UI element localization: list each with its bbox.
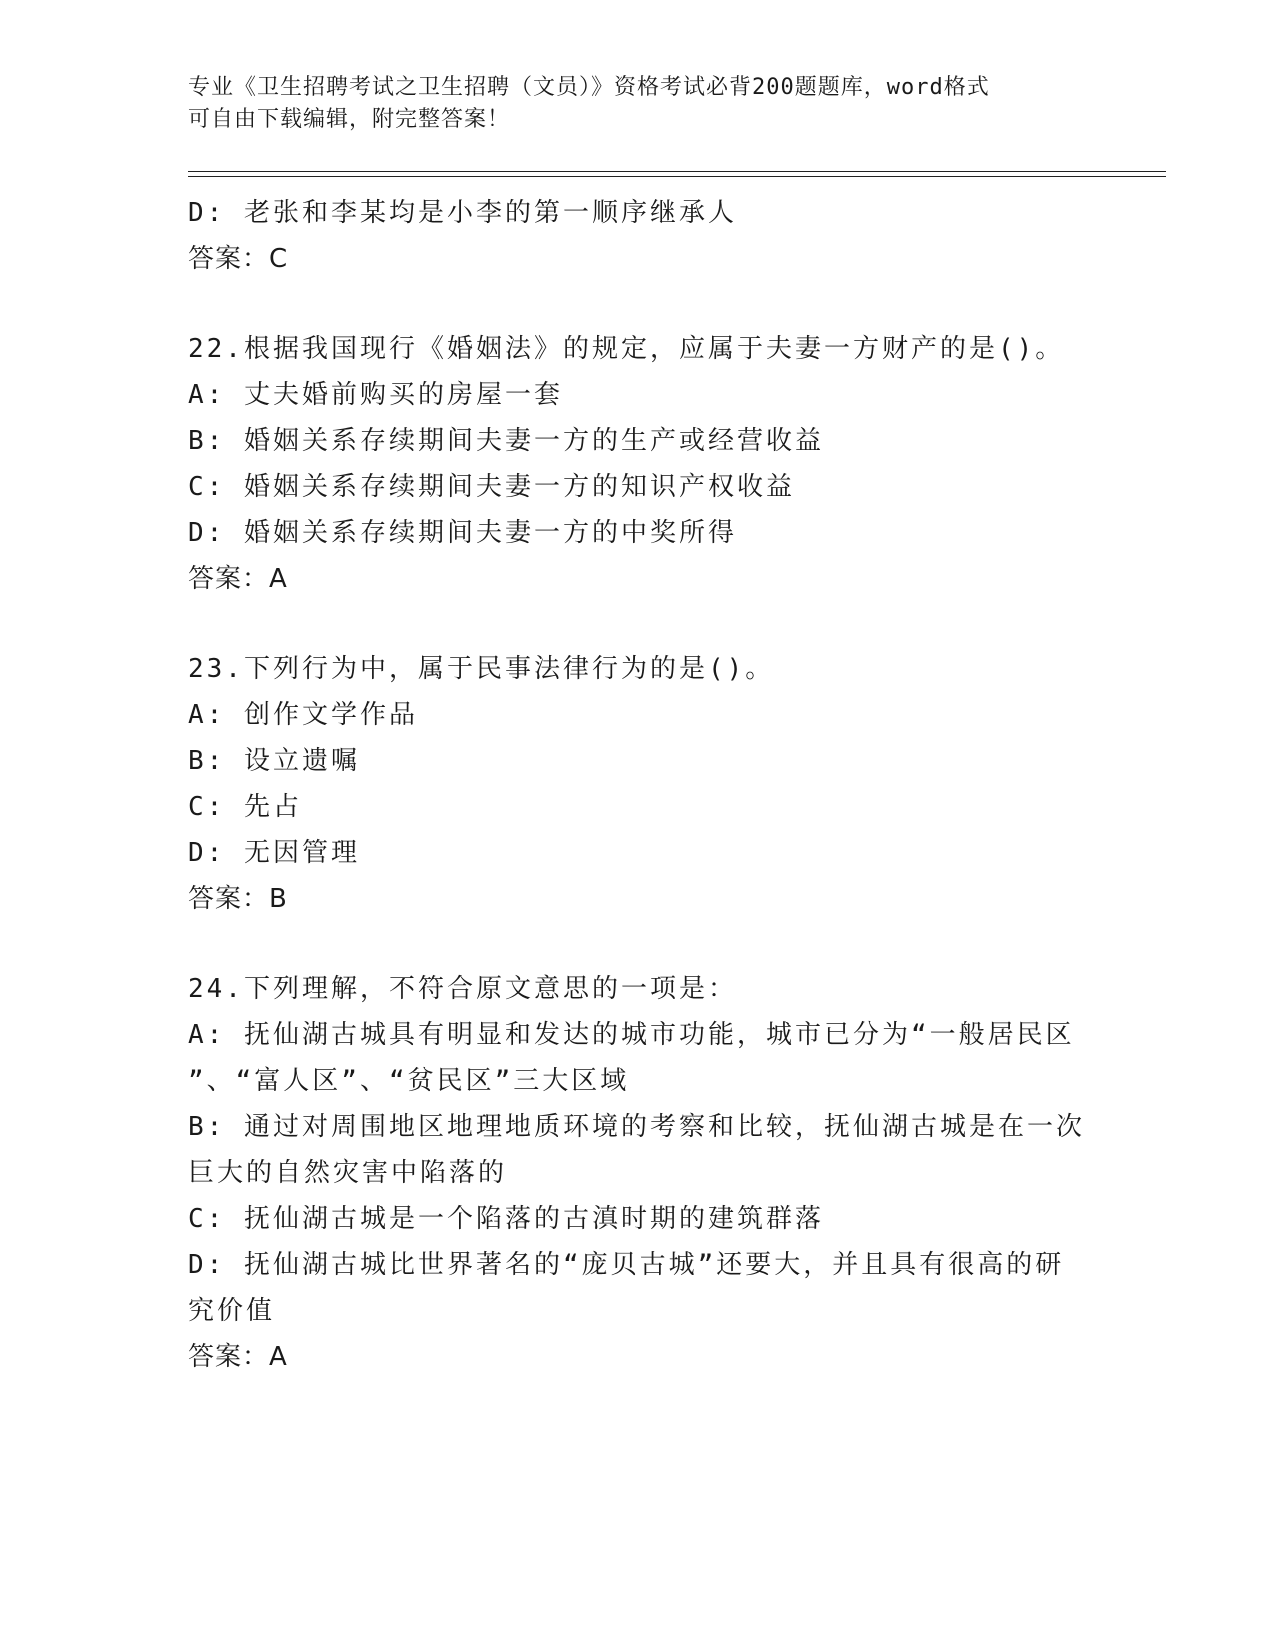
answer: 答案：A [188,1342,288,1372]
option-c: C: 先占 [188,792,302,822]
header-rule-top [188,171,1166,172]
question-stem: 22.根据我国现行《婚姻法》的规定，应属于夫妻一方财产的是()。 [188,334,1065,364]
prev-answer: 答案：C [188,244,289,274]
question-24 [188,966,1088,1380]
option-b: B: 通过对周围地区地理地质环境的考察和比较，抚仙湖古城是在一次 [188,1112,1085,1142]
question-23 [188,646,1088,922]
spacer [188,282,1088,326]
option-a-continued: ”、“富人区”、“贫民区”三大区域 [188,1066,630,1096]
option-c: C: 婚姻关系存续期间夫妻一方的知识产权收益 [188,472,795,502]
option-d: D: 抚仙湖古城比世界著名的“庞贝古城”还要大，并且具有很高的研 [188,1250,1065,1280]
spacer [188,602,1088,646]
option-d: D: 无因管理 [188,838,360,868]
option-b: B: 设立遗嘱 [188,746,360,776]
option-a: A: 抚仙湖古城具有明显和发达的城市功能，城市已分为“一般居民区 [188,1020,1075,1050]
option-b-continued: 巨大的自然灾害中陷落的 [188,1158,508,1188]
spacer [188,922,1088,966]
question-stem: 23.下列行为中，属于民事法律行为的是()。 [188,654,775,684]
answer: 答案：A [188,564,288,594]
document-header [188,72,1088,136]
answer: 答案：B [188,884,288,914]
option-b: B: 婚姻关系存续期间夫妻一方的生产或经营收益 [188,426,824,456]
option-d-continued: 究价值 [188,1296,276,1326]
option-d: D: 婚姻关系存续期间夫妻一方的中奖所得 [188,518,737,548]
prev-option-d: D: 老张和李某均是小李的第一顺序继承人 [188,198,737,228]
option-c: C: 抚仙湖古城是一个陷落的古滇时期的建筑群落 [188,1204,824,1234]
header-rule-bottom [188,176,1166,177]
question-content [188,190,1088,1380]
option-a: A: 丈夫婚前购买的房屋一套 [188,380,563,410]
header-line-1: 专业《卫生招聘考试之卫生招聘（文员）》资格考试必背200题题库，word格式 [188,75,990,100]
option-a: A: 创作文学作品 [188,700,418,730]
header-line-2: 可自由下载编辑，附完整答案！ [188,107,511,132]
question-22 [188,326,1088,602]
question-stem: 24.下列理解，不符合原文意思的一项是： [188,974,737,1004]
